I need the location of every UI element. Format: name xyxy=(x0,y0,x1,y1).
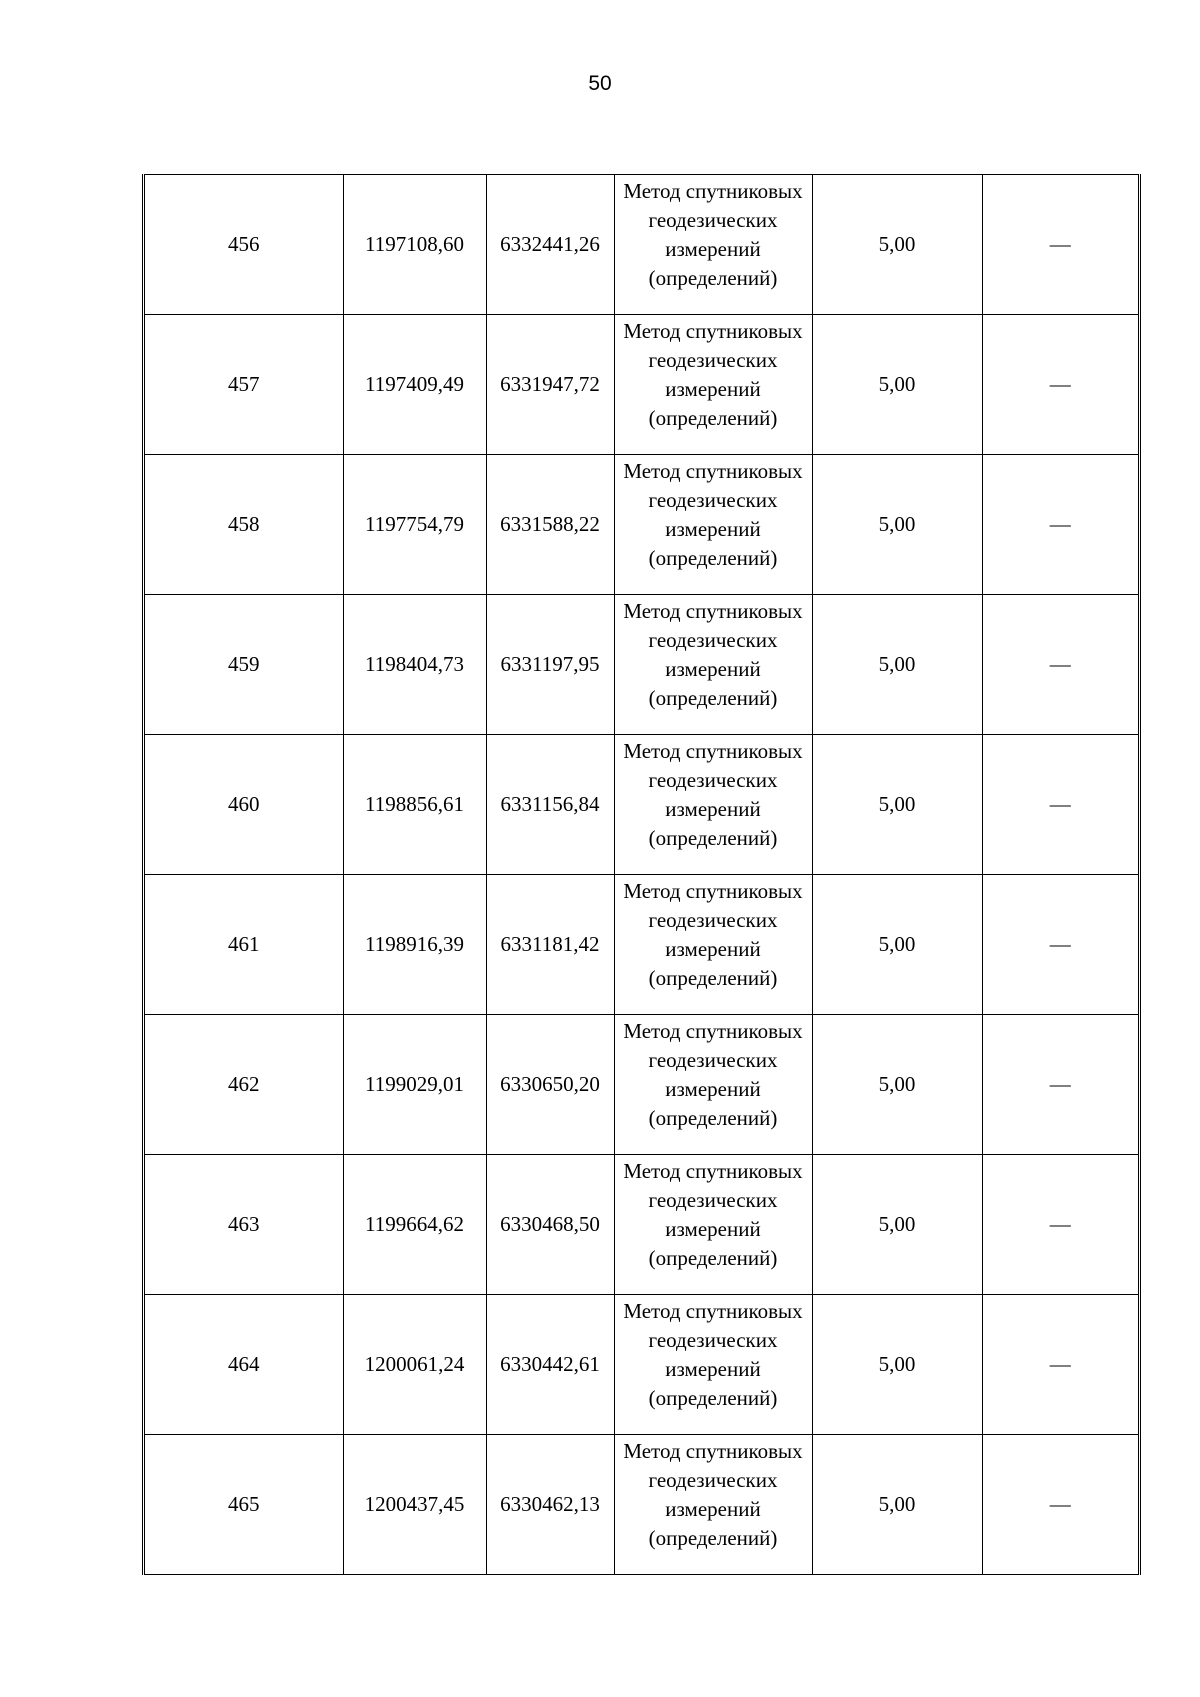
method-cell xyxy=(614,735,812,875)
accuracy-cell: 5,00 xyxy=(812,1295,982,1435)
method-line: Метод спутниковых xyxy=(623,1299,803,1323)
method-line: измерений xyxy=(665,1217,761,1241)
y-coordinate-cell: 6330468,50 xyxy=(486,1155,614,1295)
method-line: (определений) xyxy=(648,546,778,570)
table-row xyxy=(145,1295,1138,1435)
accuracy-cell: 5,00 xyxy=(812,1015,982,1155)
table-row xyxy=(145,1155,1138,1295)
method-line: измерений xyxy=(665,1357,761,1381)
method-line: геодезических xyxy=(648,628,778,652)
point-number-cell: 463 xyxy=(145,1155,343,1295)
method-line: (определений) xyxy=(648,406,778,430)
x-coordinate-cell: 1198856,61 xyxy=(343,735,486,875)
method-line: (определений) xyxy=(648,966,778,990)
table-row xyxy=(145,875,1138,1015)
method-line: геодезических xyxy=(648,768,778,792)
method-line: (определений) xyxy=(648,1526,778,1550)
point-number-cell: 461 xyxy=(145,875,343,1015)
accuracy-cell: 5,00 xyxy=(812,875,982,1015)
y-coordinate-cell: 6330650,20 xyxy=(486,1015,614,1155)
method-line: Метод спутниковых xyxy=(623,319,803,343)
description-cell: — xyxy=(982,735,1138,875)
description-cell: — xyxy=(982,455,1138,595)
table-row xyxy=(145,1015,1138,1155)
method-line: (определений) xyxy=(648,686,778,710)
x-coordinate-cell: 1198404,73 xyxy=(343,595,486,735)
description-cell: — xyxy=(982,875,1138,1015)
method-cell xyxy=(614,175,812,315)
point-number-cell: 458 xyxy=(145,455,343,595)
description-cell: — xyxy=(982,175,1138,315)
method-line: Метод спутниковых xyxy=(623,739,803,763)
x-coordinate-cell: 1199664,62 xyxy=(343,1155,486,1295)
method-line: Метод спутниковых xyxy=(623,1439,803,1463)
method-cell xyxy=(614,455,812,595)
point-number-cell: 460 xyxy=(145,735,343,875)
point-number-cell: 456 xyxy=(145,175,343,315)
y-coordinate-cell: 6331197,95 xyxy=(486,595,614,735)
page-number: 50 xyxy=(588,72,612,95)
method-line: геодезических xyxy=(648,488,778,512)
y-coordinate-cell: 6330462,13 xyxy=(486,1435,614,1575)
table-row xyxy=(145,735,1138,875)
method-line: измерений xyxy=(665,797,761,821)
method-line: геодезических xyxy=(648,348,778,372)
method-line: геодезических xyxy=(648,908,778,932)
x-coordinate-cell: 1197409,49 xyxy=(343,315,486,455)
method-line: измерений xyxy=(665,517,761,541)
y-coordinate-cell: 6332441,26 xyxy=(486,175,614,315)
method-line: (определений) xyxy=(648,1386,778,1410)
accuracy-cell: 5,00 xyxy=(812,175,982,315)
x-coordinate-cell: 1200437,45 xyxy=(343,1435,486,1575)
method-cell xyxy=(614,875,812,1015)
method-line: (определений) xyxy=(648,826,778,850)
x-coordinate-cell: 1199029,01 xyxy=(343,1015,486,1155)
method-line: Метод спутниковых xyxy=(623,599,803,623)
point-number-cell: 459 xyxy=(145,595,343,735)
accuracy-cell: 5,00 xyxy=(812,315,982,455)
x-coordinate-cell: 1198916,39 xyxy=(343,875,486,1015)
method-cell xyxy=(614,1295,812,1435)
method-line: геодезических xyxy=(648,1048,778,1072)
method-line: геодезических xyxy=(648,1188,778,1212)
point-number-cell: 465 xyxy=(145,1435,343,1575)
accuracy-cell: 5,00 xyxy=(812,1155,982,1295)
accuracy-cell: 5,00 xyxy=(812,735,982,875)
table-row xyxy=(145,315,1138,455)
method-line: измерений xyxy=(665,657,761,681)
method-cell xyxy=(614,315,812,455)
method-cell xyxy=(614,1155,812,1295)
point-number-cell: 464 xyxy=(145,1295,343,1435)
y-coordinate-cell: 6331947,72 xyxy=(486,315,614,455)
method-line: Метод спутниковых xyxy=(623,179,803,203)
accuracy-cell: 5,00 xyxy=(812,455,982,595)
method-line: измерений xyxy=(665,377,761,401)
table-row xyxy=(145,1435,1138,1575)
method-line: измерений xyxy=(665,1497,761,1521)
accuracy-cell: 5,00 xyxy=(812,1435,982,1575)
method-cell xyxy=(614,1015,812,1155)
y-coordinate-cell: 6331181,42 xyxy=(486,875,614,1015)
table-row xyxy=(145,175,1138,315)
method-line: Метод спутниковых xyxy=(623,879,803,903)
description-cell: — xyxy=(982,1295,1138,1435)
coordinates-table xyxy=(145,174,1138,1575)
description-cell: — xyxy=(982,1155,1138,1295)
method-cell xyxy=(614,595,812,735)
method-line: измерений xyxy=(665,937,761,961)
description-cell: — xyxy=(982,1435,1138,1575)
x-coordinate-cell: 1200061,24 xyxy=(343,1295,486,1435)
point-number-cell: 457 xyxy=(145,315,343,455)
method-line: (определений) xyxy=(648,266,778,290)
method-line: (определений) xyxy=(648,1246,778,1270)
y-coordinate-cell: 6330442,61 xyxy=(486,1295,614,1435)
x-coordinate-cell: 1197754,79 xyxy=(343,455,486,595)
method-line: геодезических xyxy=(648,208,778,232)
description-cell: — xyxy=(982,595,1138,735)
method-line: (определений) xyxy=(648,1106,778,1130)
method-line: Метод спутниковых xyxy=(623,459,803,483)
table-body xyxy=(145,175,1138,1575)
table-row xyxy=(145,455,1138,595)
method-line: геодезических xyxy=(648,1468,778,1492)
x-coordinate-cell: 1197108,60 xyxy=(343,175,486,315)
y-coordinate-cell: 6331156,84 xyxy=(486,735,614,875)
method-line: Метод спутниковых xyxy=(623,1159,803,1183)
method-line: Метод спутниковых xyxy=(623,1019,803,1043)
accuracy-cell: 5,00 xyxy=(812,595,982,735)
description-cell: — xyxy=(982,1015,1138,1155)
y-coordinate-cell: 6331588,22 xyxy=(486,455,614,595)
point-number-cell: 462 xyxy=(145,1015,343,1155)
method-line: измерений xyxy=(665,1077,761,1101)
coordinates-table-frame xyxy=(142,174,1141,1575)
description-cell: — xyxy=(982,315,1138,455)
method-line: измерений xyxy=(665,237,761,261)
method-cell xyxy=(614,1435,812,1575)
table-row xyxy=(145,595,1138,735)
method-line: геодезических xyxy=(648,1328,778,1352)
